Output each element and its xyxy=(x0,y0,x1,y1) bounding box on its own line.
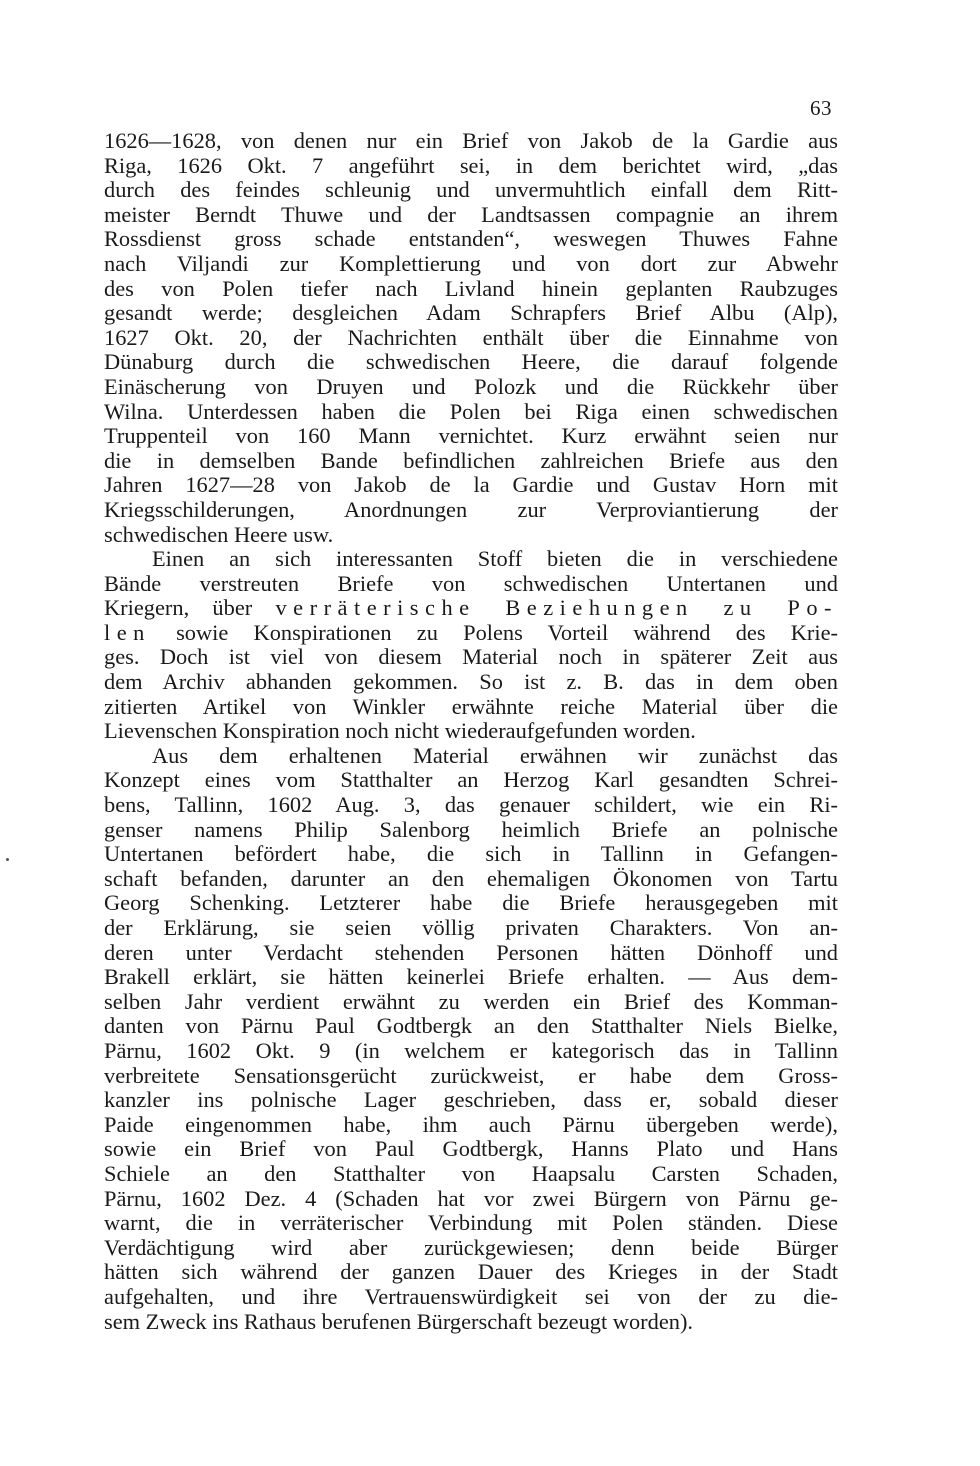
text-line: Dünaburg durch die schwedischen Heere, die darauf folgende xyxy=(104,350,838,375)
text-line: Pärnu, 1602 Okt. 9 (in welchem er kategorisch das in Tallinn xyxy=(104,1038,838,1063)
text-line: Truppenteil von 160 Mann vernichtet. Kurz erwähnt seien nur xyxy=(104,424,838,449)
paragraph-3 xyxy=(104,744,838,1334)
text-line: kanzler ins polnische Lager geschrieben, dass er, sobald dieser xyxy=(104,1088,838,1113)
text-line: Einen an sich interessanten Stoff bieten die in verschiedene xyxy=(152,547,838,572)
text-line: Bände verstreuten Briefe von schwedischen Untertanen und xyxy=(104,571,838,596)
text-fragment: Kriegern, über xyxy=(104,596,276,621)
text-line: danten von Pärnu Paul Godtbergk an den Statthalter Niels Bielke, xyxy=(104,1014,838,1039)
paragraph-1 xyxy=(104,129,838,547)
text-line: Aus dem erhaltenen Material erwähnen wir zunächst das xyxy=(152,743,838,768)
text-line: Rossdienst gross schade entstanden“, weswegen Thuwes Fahne xyxy=(104,227,838,252)
text-line: sowie ein Brief von Paul Godtbergk, Hanns Plato und Hans xyxy=(104,1137,838,1162)
page-number: 63 xyxy=(810,96,832,120)
text-line: Pärnu, 1602 Dez. 4 (Schaden hat vor zwei Bürgern von Pärnu ge- xyxy=(104,1186,838,1211)
paragraph-2 xyxy=(104,547,838,744)
text-line: Schiele an den Statthalter von Haapsalu Carsten Schaden, xyxy=(104,1161,838,1186)
text-line: schwedischen Heere usw. xyxy=(104,522,334,547)
text-line: Lievenschen Konspiration noch nicht wiederaufgefunden worden. xyxy=(104,719,696,744)
text-line: hätten sich während der ganzen Dauer des Krieges in der Stadt xyxy=(104,1260,838,1285)
text-line: Kriegsschilderungen, Anordnungen zur Verproviantierung der xyxy=(104,497,838,522)
text-line: selben Jahr verdient erwähnt zu werden ein Brief des Komman- xyxy=(104,989,838,1014)
text-line: ges. Doch ist viel von diesem Material noch in späterer Zeit aus xyxy=(104,645,838,670)
text-line: genser namens Philip Salenborg heimlich Briefe an polnische xyxy=(104,817,838,842)
text-fragment: sowie Konspirationen zu Polens Vorteil während des Krie- xyxy=(150,620,838,645)
emphasized-text: len xyxy=(104,620,151,645)
text-line: nach Viljandi zur Komplettierung und von dort zur Abwehr xyxy=(104,251,838,276)
text-line: verbreitete Sensationsgerücht zurückweist, er habe dem Gross- xyxy=(104,1063,838,1088)
text-line: schaft befanden, darunter an den ehemaligen Ökonomen von Tartu xyxy=(104,866,838,891)
text-line: Untertanen befördert habe, die sich in Tallinn in Gefangen- xyxy=(104,842,838,867)
text-line: durch des feindes schleunig und unvermuhtlich einfall dem Ritt- xyxy=(104,178,838,203)
scan-speck xyxy=(6,858,9,861)
text-line: deren unter Verdacht stehenden Personen hätten Dönhoff und xyxy=(104,940,838,965)
text-line: Wilna. Unterdessen haben die Polen bei Riga einen schwedischen xyxy=(104,399,838,424)
text-line: Jahren 1627—28 von Jakob de la Gardie und Gustav Horn mit xyxy=(104,473,838,498)
emphasized-text: verräterische Beziehungen zu Po- xyxy=(275,596,838,621)
text-line: Einäscherung von Druyen und Polozk und die Rückkehr über xyxy=(104,374,838,399)
text-line: Georg Schenking. Letzterer habe die Briefe herausgegeben mit xyxy=(104,891,838,916)
text-line: zitierten Artikel von Winkler erwähnte reiche Material über die xyxy=(104,694,838,719)
text-line: des von Polen tiefer nach Livland hinein geplanten Raubzuges xyxy=(104,276,838,301)
text-line: Paide eingenommen habe, ihm auch Pärnu übergeben werde), xyxy=(104,1112,838,1137)
text-line: aufgehalten, und ihre Vertrauenswürdigkeit sei von der zu die- xyxy=(104,1284,838,1309)
text-line: Brakell erklärt, sie hätten keinerlei Briefe erhalten. — Aus dem- xyxy=(104,965,838,990)
text-line: die in demselben Bande befindlichen zahlreichen Briefe aus den xyxy=(104,448,838,473)
text-line: warnt, die in verräterischer Verbindung mit Polen ständen. Diese xyxy=(104,1211,838,1236)
body-text xyxy=(104,129,838,1334)
text-line: der Erklärung, sie seien völlig privaten Charakters. Von an- xyxy=(104,916,838,940)
text-line: dem Archiv abhanden gekommen. So ist z. B. das in dem oben xyxy=(104,670,838,695)
text-line: 1626—1628, von denen nur ein Brief von Jakob de la Gardie aus xyxy=(104,129,838,153)
text-line: bens, Tallinn, 1602 Aug. 3, das genauer schildert, wie ein Ri- xyxy=(104,793,838,818)
text-line: 1627 Okt. 20, der Nachrichten enthält über die Einnahme von xyxy=(104,325,838,350)
text-line: Konzept eines vom Statthalter an Herzog Karl gesandten Schrei- xyxy=(104,768,838,793)
text-line: sem Zweck ins Rathaus berufenen Bürgerschaft bezeugt worden). xyxy=(104,1309,694,1334)
text-line: Verdächtigung wird aber zurückgewiesen; denn beide Bürger xyxy=(104,1235,838,1260)
text-line xyxy=(104,596,838,621)
text-line: gesandt werde; desgleichen Adam Schrapfers Brief Albu (Alp), xyxy=(104,301,838,326)
text-line: meister Berndt Thuwe und der Landtsassen compagnie an ihrem xyxy=(104,202,838,227)
text-line xyxy=(104,621,838,646)
text-line: Riga, 1626 Okt. 7 angeführt sei, in dem berichtet wird, „das xyxy=(104,153,838,178)
